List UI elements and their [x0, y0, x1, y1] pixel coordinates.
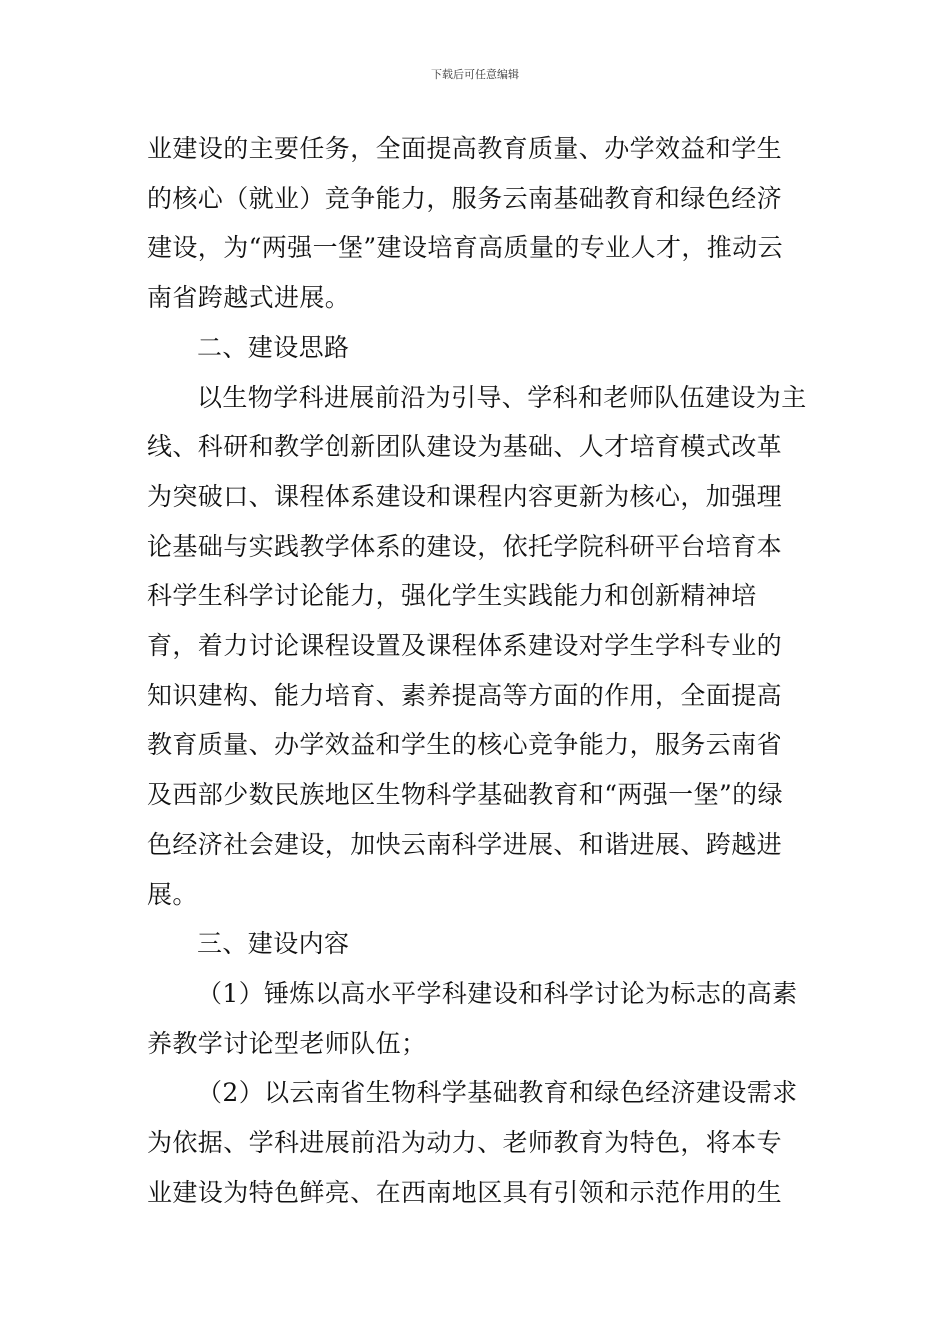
paragraph-approach: 以生物学科进展前沿为引导、学科和老师队伍建设为主线、科研和教学创新团队建设为基础、人才培育模式改革为突破口、课程体系建设和课程内容更新为核心，加强理论基础与实践教学体系的建设，依托学院科研平台培育本科学生科学讨论能力，强化学生实践能力和创新精神培育，着力讨论课程设置及课程体系建设对学生学科专业的知识建构、能力培育、素养提高等方面的作用，全面提高教育质量、办学效益和学生的核心竞争能力，服务云南省及西部少数民族地区生物科学基础教育和“两强一堡”的绿色经济社会建设，加快云南科学进展、和谐进展、跨越进展。	[147, 382, 807, 909]
paragraph-continuation: 业建设的主要任务，全面提高教育质量、办学效益和学生的核心（就业）竞争能力，服务云南基础教育和绿色经济建设，为“两强一堡”建设培育高质量的专业人才，推动云南省跨越式进展。	[147, 134, 783, 313]
section-heading-content: 三、建设内容	[197, 929, 350, 959]
list-item-2: （2）以云南省生物科学基础教育和绿色经济建设需求为依据、学科进展前沿为动力、老师教育为特色，将本专业建设为特色鲜亮、在西南地区具有引领和示范作用的生	[147, 1078, 798, 1207]
page-header-note: 下载后可任意编辑	[431, 68, 519, 81]
section-heading-approach: 二、建设思路	[197, 332, 350, 362]
list-item-1: （1）锤炼以高水平学科建设和科学讨论为标志的高素养教学讨论型老师队伍；	[147, 978, 798, 1058]
document-body	[147, 124, 807, 1217]
